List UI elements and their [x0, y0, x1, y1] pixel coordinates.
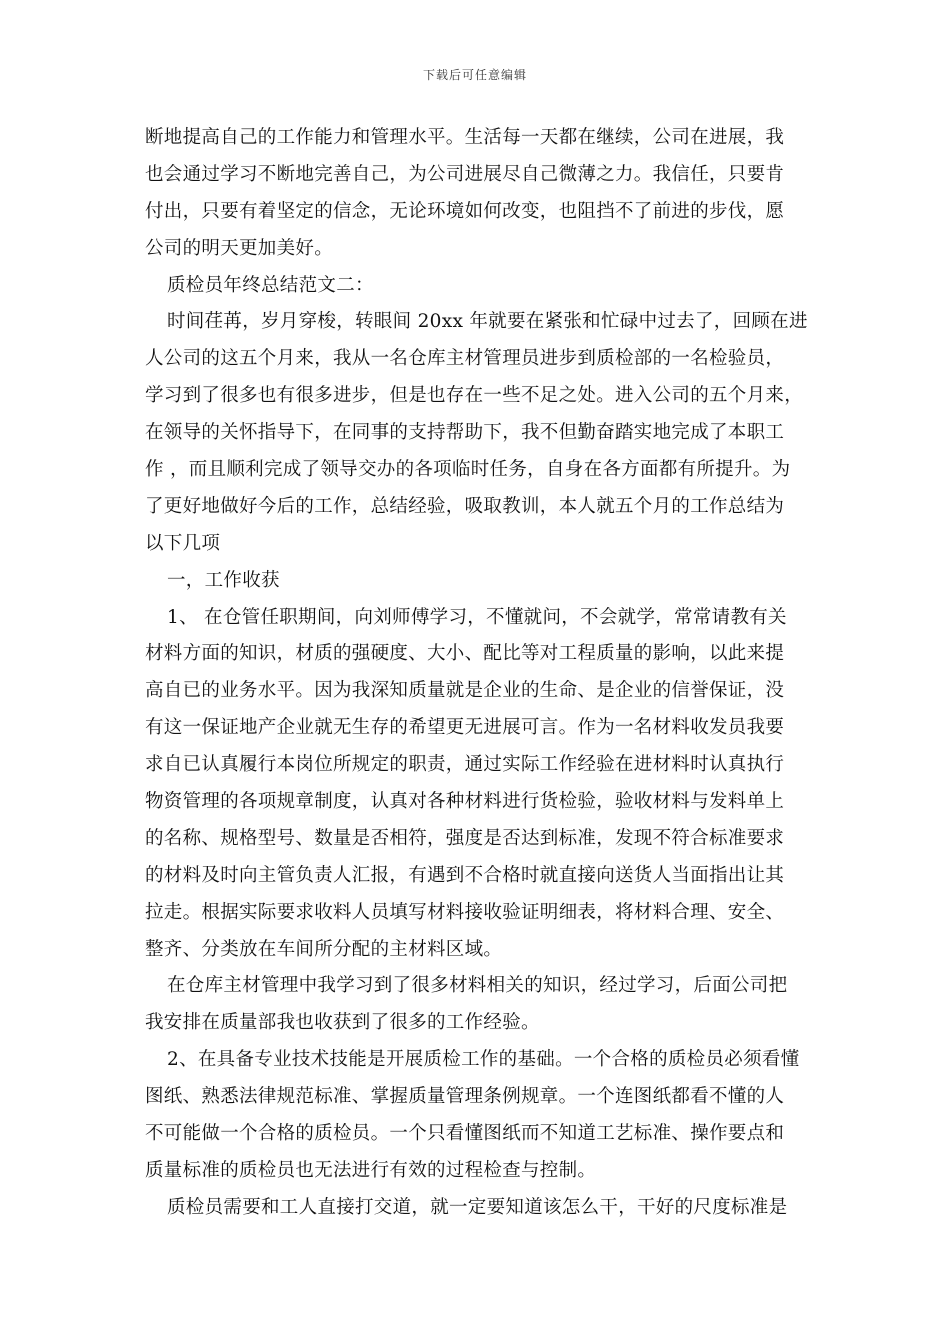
text-line: 在仓库主材管理中我学习到了很多材料相关的知识，经过学习，后面公司把 — [167, 975, 788, 997]
text-line: 高自已的业务水平。因为我深知质量就是企业的生命、是企业的信誉保证，没 — [145, 680, 785, 702]
text-line: 在领导的关怀指导下，在同事的支持帮助下，我不但勤奋踏实地完成了本职工 — [145, 422, 785, 444]
section-heading: 质检员年终总结范文二： — [167, 274, 374, 296]
text-line: 时间荏苒，岁月穿梭，转眼间 20xx 年就要在紧张和忙碌中过去了，回顾在进 — [167, 311, 808, 333]
text-line: 1、 在仓管任职期间，向刘师傅学习，不懂就问，不会就学，常常请教有关 — [167, 606, 787, 628]
text-line: 的材料及时向主管负责人汇报，有遇到不合格时就直接向送货人当面指出让其 — [145, 864, 785, 886]
text-line: 整齐、分类放在车间所分配的主材料区域。 — [145, 938, 503, 960]
text-line: 的名称、规格型号、数量是否相符，强度是否达到标准，发现不符合标准要求 — [145, 827, 785, 849]
document-body — [145, 120, 810, 1227]
text-line: 作 ，而且顺利完成了领导交办的各项临时任务，自身在各方面都有所提升。为 — [145, 459, 791, 481]
text-line: 人公司的这五个月来，我从一名仓库主材管理员进步到质检部的一名检验员， — [145, 348, 785, 370]
text-line: 断地提高自己的工作能力和管理水平。生活每一天都在继续，公司在进展，我 — [145, 127, 785, 148]
text-line: 质检员需要和工人直接打交道，就一定要知道该怎么干，干好的尺度标准是 — [167, 1196, 788, 1218]
text-line: 2、在具备专业技术技能是开展质检工作的基础。一个合格的质检员必须看懂 — [167, 1049, 800, 1071]
text-line: 有这一保证地产企业就无生存的希望更无进展可言。作为一名材料收发员我要 — [145, 717, 785, 739]
section-heading: 一，工作收获 — [167, 569, 280, 591]
text-line: 学习到了很多也有很多进步，但是也存在一些不足之处。进入公司的五个月来， — [145, 385, 804, 407]
text-line: 以下几项 — [145, 532, 221, 554]
text-line: 不可能做一个合格的质检员。一个只看懂图纸而不知道工艺标准、操作要点和 — [145, 1123, 785, 1145]
text-line: 图纸、熟悉法律规范标准、掌握质量管理条例规章。一个连图纸都看不懂的人 — [145, 1086, 785, 1108]
text-line: 求自已认真履行本岗位所规定的职责，通过实际工作经验在进材料时认真执行 — [145, 754, 785, 776]
text-line: 我安排在质量部我也收获到了很多的工作经验。 — [145, 1012, 540, 1034]
text-line: 了更好地做好今后的工作，总结经验，吸取教训，本人就五个月的工作总结为 — [145, 495, 785, 517]
text-line: 物资管理的各项规章制度，认真对各种材料进行货检验，验收材料与发料单上 — [145, 791, 785, 813]
text-line: 公司的明天更加美好。 — [145, 237, 334, 259]
text-line: 也会通过学习不断地完善自己，为公司进展尽自己微薄之力。我信任，只要肯 — [145, 163, 785, 185]
text-line: 拉走。根据实际要求收料人员填写材料接收验证明细表，将材料合理、安全、 — [145, 901, 785, 923]
text-line: 材料方面的知识，材质的强硬度、大小、配比等对工程质量的影响，以此来提 — [145, 643, 785, 665]
text-line: 付出，只要有着坚定的信念，无论环境如何改变，也阻挡不了前进的步伐，愿 — [145, 200, 785, 222]
page-header: 下载后可任意编辑 — [422, 68, 527, 82]
text-line: 质量标准的质检员也无法进行有效的过程检查与控制。 — [145, 1159, 597, 1181]
